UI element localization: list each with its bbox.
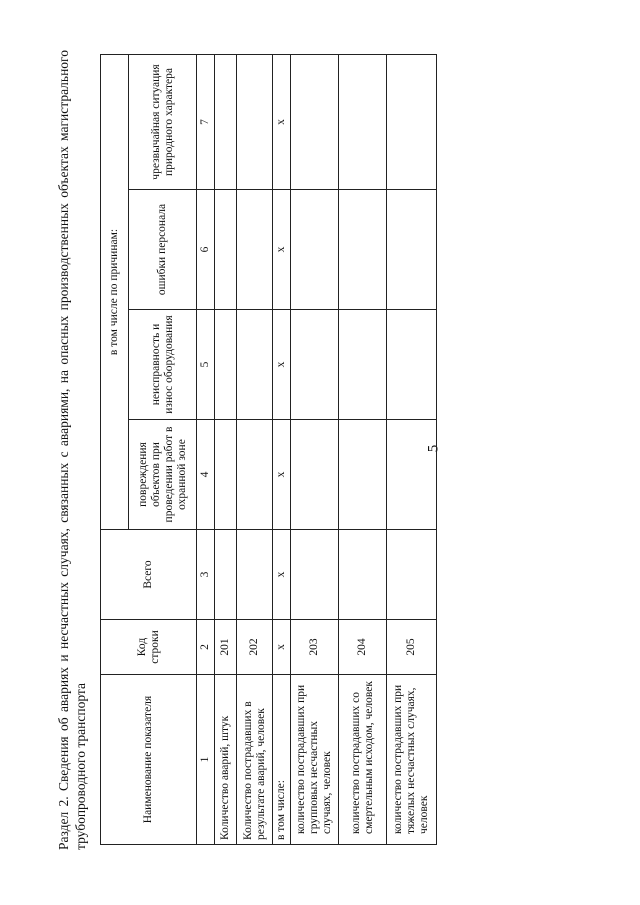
cell-cause-damage — [291, 420, 339, 530]
table-row — [387, 54, 437, 844]
header-cause-damage: повреждения объектов при проведении работ в охранной зоне — [129, 420, 197, 530]
cell-cause-equipment — [387, 310, 437, 420]
cell-cause-damage — [215, 420, 237, 530]
cell-total — [387, 530, 437, 620]
accidents-table — [100, 54, 437, 845]
cell-cause-damage — [387, 420, 437, 530]
col-number: 4 — [197, 420, 215, 530]
cell-cause-personnel — [291, 190, 339, 310]
col-number: 1 — [197, 675, 215, 845]
table-row — [273, 54, 291, 844]
cell-cause-damage — [339, 420, 387, 530]
table-row — [291, 54, 339, 844]
row-name: количество пострадавших со смертельным исходом, человек — [339, 675, 387, 845]
row-code: 203 — [291, 620, 339, 675]
cell-cause-nature — [237, 54, 273, 189]
cell-cause-nature — [291, 54, 339, 189]
cell-total: х — [273, 530, 291, 620]
cell-cause-personnel: х — [273, 190, 291, 310]
cell-cause-nature — [339, 54, 387, 189]
row-name: в том числе: — [273, 675, 291, 845]
cell-cause-equipment — [339, 310, 387, 420]
col-number: 7 — [197, 54, 215, 189]
row-name: Количество пострадавших в результате аварий, человек — [237, 675, 273, 845]
row-code: х — [273, 620, 291, 675]
page-number: 5 — [425, 444, 442, 453]
header-total: Всего — [101, 530, 197, 620]
header-name: Наименование показателя — [101, 675, 197, 845]
row-code: 201 — [215, 620, 237, 675]
cell-cause-equipment — [291, 310, 339, 420]
header-code: Код строки — [101, 620, 197, 675]
cell-cause-nature — [215, 54, 237, 189]
cell-cause-damage — [237, 420, 273, 530]
table-row — [215, 54, 237, 844]
section-heading: Раздел 2. Сведения об авариях и несчастных случаях, связанных с авариями, на опасных производственных объектах магистрального трубопроводного транспорта — [56, 50, 88, 850]
row-code: 204 — [339, 620, 387, 675]
cell-cause-damage: х — [273, 420, 291, 530]
header-cause-equipment: неисправность и износ оборудования — [129, 310, 197, 420]
cell-total — [215, 530, 237, 620]
cell-cause-personnel — [215, 190, 237, 310]
row-code: 202 — [237, 620, 273, 675]
header-cause-personnel: ошибки персонала — [129, 190, 197, 310]
column-number-row — [197, 54, 215, 844]
row-name: количество пострадавших при тяжелых несчастных случаях, человек — [387, 675, 437, 845]
cell-cause-personnel — [237, 190, 273, 310]
col-number: 6 — [197, 190, 215, 310]
table-row — [237, 54, 273, 844]
cell-cause-personnel — [339, 190, 387, 310]
cell-cause-equipment — [237, 310, 273, 420]
cell-total — [291, 530, 339, 620]
cell-cause-nature — [387, 54, 437, 189]
table-row — [339, 54, 387, 844]
cell-total — [237, 530, 273, 620]
col-number: 2 — [197, 620, 215, 675]
row-code: 205 — [387, 620, 437, 675]
row-name: количество пострадавших при групповых несчастных случаях, человек — [291, 675, 339, 845]
cell-cause-nature: х — [273, 54, 291, 189]
cell-total — [339, 530, 387, 620]
col-number: 5 — [197, 310, 215, 420]
col-number: 3 — [197, 530, 215, 620]
header-causes-group: в том числе по причинам: — [101, 54, 129, 529]
cell-cause-personnel — [387, 190, 437, 310]
cell-cause-equipment — [215, 310, 237, 420]
cell-cause-equipment: х — [273, 310, 291, 420]
row-name: Количество аварий, штук — [215, 675, 237, 845]
header-cause-nature: чрезвычайная ситуация природного характера — [129, 54, 197, 189]
